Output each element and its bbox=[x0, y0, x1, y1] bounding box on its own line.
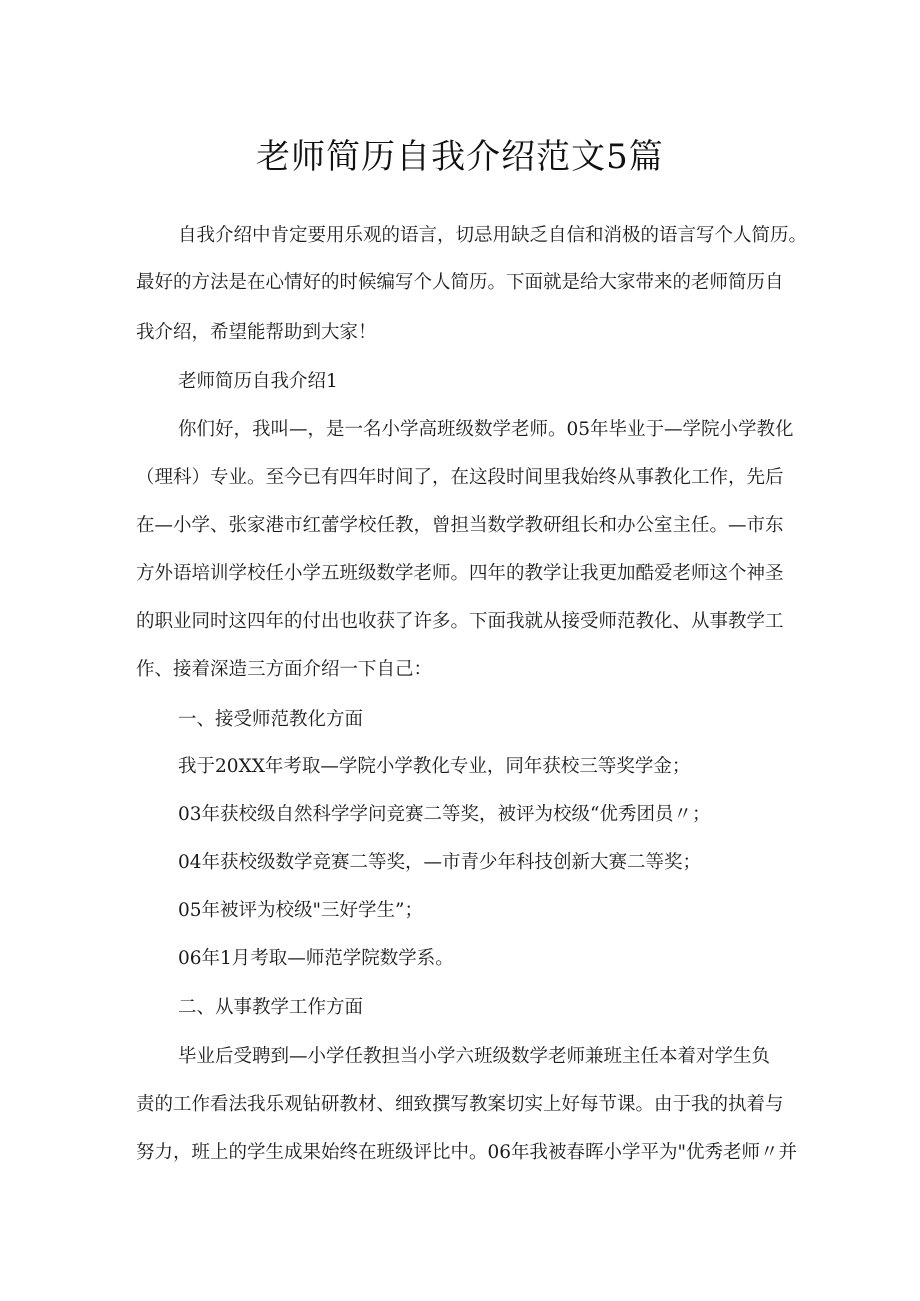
paragraph-line: 责的工作看法我乐观钻研教材、细致撰写教案切实上好每节课。由于我的执着与 bbox=[136, 1094, 784, 1115]
paragraph-line: （理科）专业。至今已有四年时间了，在这段时间里我始终从事教化工作，先后 bbox=[136, 467, 784, 488]
paragraph-line: 自我介绍中肯定要用乐观的语言，切忌用缺乏自信和消极的语言写个人简历。 bbox=[178, 225, 808, 246]
paragraph-line: 你们好，我叫—，是一名小学高班级数学老师。05年毕业于—学院小学教化 bbox=[178, 419, 794, 440]
paragraph-line: 最好的方法是在心情好的时候编写个人简历。下面就是给大家带来的老师简历自 bbox=[136, 272, 784, 293]
paragraph-line: 方外语培训学校任小学五班级数学老师。四年的教学让我更加酷爱老师这个神圣 bbox=[136, 563, 784, 584]
list-item: 05年被评为校级"三好学生”； bbox=[178, 900, 424, 921]
section-heading: 老师简历自我介绍1 bbox=[178, 371, 338, 392]
list-item: 03年获校级自然科学学问竞赛二等奖，被评为校级“优秀团员〃； bbox=[178, 804, 711, 825]
paragraph-line: 我介绍，希望能帮助到大家！ bbox=[136, 322, 377, 343]
section-heading: 二、从事教学工作方面 bbox=[178, 997, 364, 1018]
paragraph-line: 努力，班上的学生成果始终在班级评比中。06年我被春晖小学平为"优秀老师〃并 bbox=[136, 1142, 798, 1163]
paragraph-line: 毕业后受聘到—小学任教担当小学六班级数学老师兼班主任本着对学生负 bbox=[178, 1046, 771, 1067]
list-item: 04年获校级数学竞赛二等奖，—市青少年科技创新大赛二等奖； bbox=[178, 852, 702, 873]
list-item: 我于20XX年考取—学院小学教化专业，同年获校三等奖学金； bbox=[178, 756, 691, 777]
paragraph-line: 在—小学、张家港市红蕾学校任教，曾担当数学教研组长和办公室主任。—市东 bbox=[136, 515, 784, 536]
paragraph-line: 作、接着深造三方面介绍一下自己： bbox=[136, 659, 433, 680]
document-title: 老师简历自我介绍范文5篇 bbox=[256, 137, 664, 177]
section-heading: 一、接受师范教化方面 bbox=[178, 709, 364, 730]
list-item: 06年1月考取—师范学院数学系。 bbox=[178, 948, 454, 969]
paragraph-line: 的职业同时这四年的付出也收获了许多。下面我就从接受师范教化、从事教学工 bbox=[136, 611, 784, 632]
